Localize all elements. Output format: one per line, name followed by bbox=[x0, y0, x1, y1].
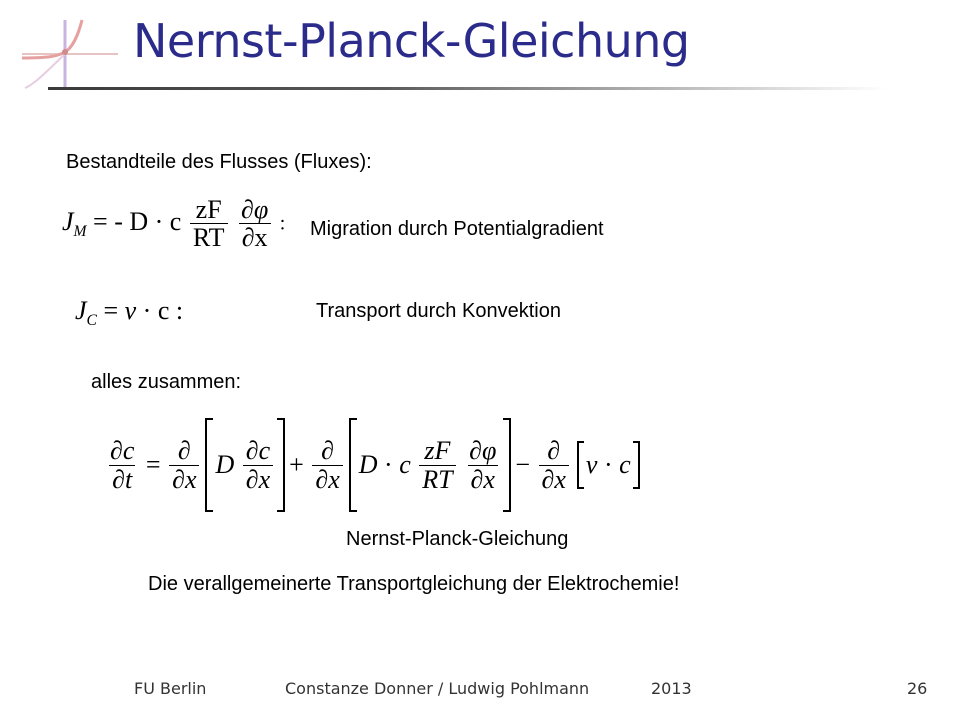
slide-title: Nernst-Planck-Gleichung bbox=[133, 14, 690, 68]
footer-year: 2013 bbox=[651, 679, 692, 698]
footer-authors: Constanze Donner / Ludwig Pohlmann bbox=[285, 679, 590, 698]
titration-curve-logo-icon bbox=[20, 18, 120, 95]
nernst-planck-equation: $\frac{\partial c}{\partial t}$ = $\frac{\partial}{\partial x}$ D $\frac{\partial c}{\partial x}$ + $\frac{\partial}{\partial x}$ D · c $\frac{zF}{RT}$ $\frac{\partial\varphi}{\partial x}$ − $\frac{\partial}{\partial x}$ v · c bbox=[105, 418, 640, 512]
migration-label: Migration durch Potentialgradient bbox=[310, 218, 604, 240]
flux-components-heading: Bestandteile des Flusses (Fluxes): bbox=[66, 151, 372, 173]
summary-statement: Die verallgemeinerte Transportgleichung der Elektrochemie! bbox=[148, 573, 680, 595]
title-divider bbox=[48, 87, 888, 90]
convection-label: Transport durch Konvektion bbox=[316, 300, 561, 322]
convection-flux-equation: $J_C = v \cdot c$ : bbox=[75, 296, 184, 330]
page-number: 26 bbox=[907, 679, 928, 698]
footer-institution: FU Berlin bbox=[134, 679, 207, 698]
combined-heading: alles zusammen: bbox=[91, 371, 242, 393]
migration-flux-equation: $J_M$ = - D · c $\frac{zF}{RT}$ $\frac{\partial\varphi}{\partial x}$ : bbox=[62, 195, 286, 253]
equation-name: Nernst-Planck-Gleichung bbox=[346, 528, 569, 550]
